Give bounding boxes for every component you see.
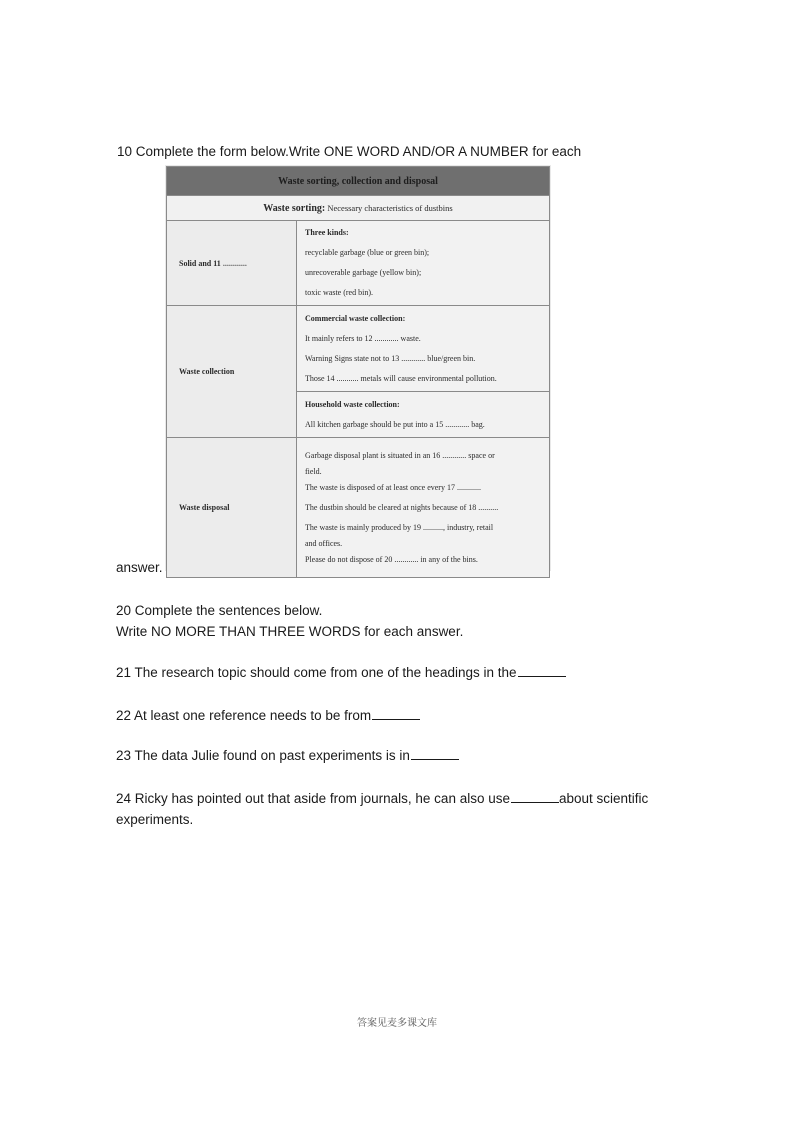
answer-blank[interactable] bbox=[518, 664, 566, 677]
form-line: The dustbin should be cleared at nights because of 18 .......... bbox=[305, 502, 499, 512]
form-subtitle bbox=[167, 196, 550, 221]
sentence-text-after: about scientific bbox=[558, 791, 649, 806]
sentence-text: 21 The research topic should come from one of the headings in the bbox=[116, 665, 517, 680]
sentence-text-continued: experiments. bbox=[116, 812, 194, 827]
sentence-23 bbox=[116, 745, 459, 766]
row-content-sorting bbox=[297, 221, 550, 306]
form-line: The waste is disposed of at least once every 17 ............ bbox=[305, 482, 481, 492]
form-line: Garbage disposal plant is situated in an 16 ............ space or bbox=[305, 450, 495, 460]
form-line: Commercial waste collection: bbox=[305, 313, 406, 323]
answer-word: answer. bbox=[116, 560, 163, 575]
form-line: All kitchen garbage should be put into a 15 ............ bag. bbox=[305, 419, 485, 429]
sentence-text: 23 The data Julie found on past experiments is in bbox=[116, 748, 410, 763]
question-20-rule: Write NO MORE THAN THREE WORDS for each answer. bbox=[116, 624, 464, 639]
scanned-form-image bbox=[165, 165, 551, 571]
form-line: field. bbox=[305, 466, 322, 476]
form-line: It mainly refers to 12 ............ waste. bbox=[305, 333, 421, 343]
waste-form-table bbox=[166, 166, 550, 578]
form-title: Waste sorting, collection and disposal bbox=[167, 167, 550, 196]
row-label-disposal: Waste disposal bbox=[167, 438, 297, 578]
sentence-22 bbox=[116, 705, 420, 726]
sentence-text: 22 At least one reference needs to be from bbox=[116, 708, 372, 723]
form-line: toxic waste (red bin). bbox=[305, 288, 373, 297]
sentence-24 bbox=[116, 788, 648, 830]
answer-blank[interactable] bbox=[511, 790, 559, 803]
form-line: Please do not dispose of 20 ............ in any of the bins. bbox=[305, 554, 478, 564]
row-label-collection: Waste collection bbox=[167, 306, 297, 438]
form-line: Household waste collection: bbox=[305, 399, 400, 409]
row-content-disposal bbox=[297, 438, 550, 578]
form-subtitle-rest: Necessary characteristics of dustbins bbox=[327, 202, 453, 213]
form-line: The waste is mainly produced by 19 .........., industry, retail bbox=[305, 522, 494, 532]
sentence-21 bbox=[116, 662, 566, 683]
form-line: and offices. bbox=[305, 538, 343, 548]
form-subtitle-bold: Waste sorting: bbox=[263, 202, 326, 214]
question-10-intro: 10 Complete the form below.Write ONE WORD AND/OR A NUMBER for each bbox=[117, 144, 582, 159]
answer-blank[interactable] bbox=[372, 707, 420, 720]
form-line: Those 14 ........... metals will cause environmental pollution. bbox=[305, 373, 497, 383]
form-line: recyclable garbage (blue or green bin); bbox=[305, 248, 430, 257]
answer-blank[interactable] bbox=[411, 747, 459, 760]
form-line: unrecoverable garbage (yellow bin); bbox=[305, 268, 422, 277]
question-20-instructions bbox=[116, 600, 463, 642]
row-content-household bbox=[297, 392, 550, 438]
form-line: Warning Signs state not to 13 ............ blue/green bin. bbox=[305, 353, 476, 363]
sentence-text: 24 Ricky has pointed out that aside from journals, he can also use bbox=[116, 791, 510, 806]
page-footer: 答案见麦多课文库 bbox=[357, 1018, 437, 1029]
form-line: Three kinds: bbox=[305, 228, 349, 237]
row-label-solid: Solid and 11 ............ bbox=[167, 221, 297, 306]
question-20-title: 20 Complete the sentences below. bbox=[116, 603, 323, 618]
row-content-commercial bbox=[297, 306, 550, 392]
